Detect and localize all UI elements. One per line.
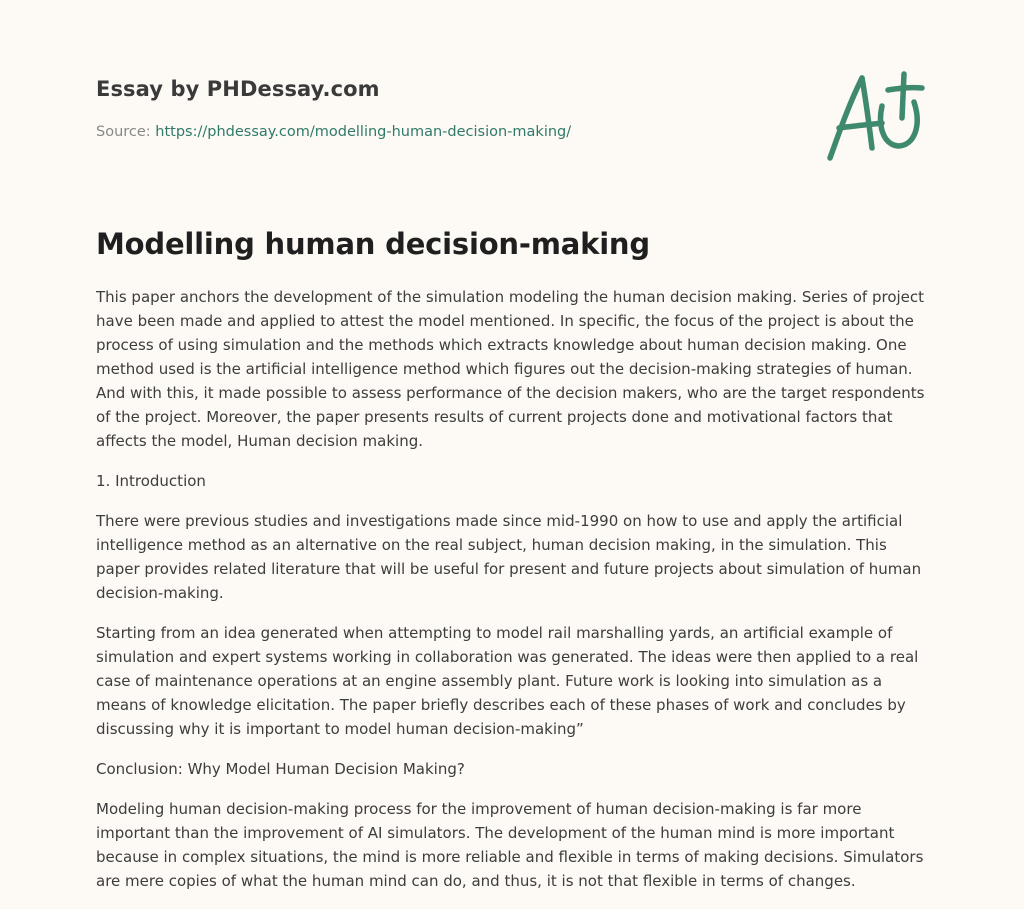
source-line (96, 124, 571, 140)
source-link[interactable]: https://phdessay.com/modelling-human-decision-making/ (155, 124, 572, 140)
source-label: Source: (96, 124, 156, 140)
a-plus-logo-icon (822, 66, 930, 166)
paragraph-introduction: There were previous studies and investigations made since mid-1990 on how to use and apply the artificial intelligence method as an alternative on the real subject, human decision making, in the simulation. This paper provides related literature that will be useful for present and future projects about simulation of human decision-making. (96, 512, 922, 602)
essay-body (96, 285, 928, 909)
paragraph-conclusion: Modeling human decision-making process for the improvement of human decision-making is far more important than the improvement of AI simulators. The development of the human mind is more important because in complex situations, the mind is more reliable and flexible in terms of making decisions. Simulators are mere copies of what the human mind can do, and thus, it is not that flexible in terms of changes. (96, 800, 924, 890)
site-title: Essay by PHDessay.com (96, 77, 380, 101)
section-heading-introduction: 1. Introduction (96, 472, 206, 490)
paragraph-background: Starting from an idea generated when attempting to model rail marshalling yards, an artificial example of simulation and expert systems working in collaboration was generated. The ideas were then applied to a real case of maintenance operations at an engine assembly plant. Future work is looking into simulation as a means of knowledge elicitation. The paper briefly describes each of these phases of work and concludes by discussing why it is important to model human decision-making” (96, 624, 919, 738)
essay-title: Modelling human decision-making (96, 227, 650, 261)
section-heading-conclusion: Conclusion: Why Model Human Decision Making? (96, 760, 465, 778)
paragraph-abstract: This paper anchors the development of the simulation modeling the human decision making. Series of project have been made and applied to attest the model mentioned. In specific, the focus of the project is about the process of using simulation and the methods which extracts knowledge about human decision making. One method used is the artificial intelligence method which figures out the decision-making strategies of human. And with this, it made possible to assess performance of the decision makers, who are the target respondents of the project. Moreover, the paper presents results of current projects done and motivational factors that affects the model, Human decision making. (96, 288, 925, 450)
